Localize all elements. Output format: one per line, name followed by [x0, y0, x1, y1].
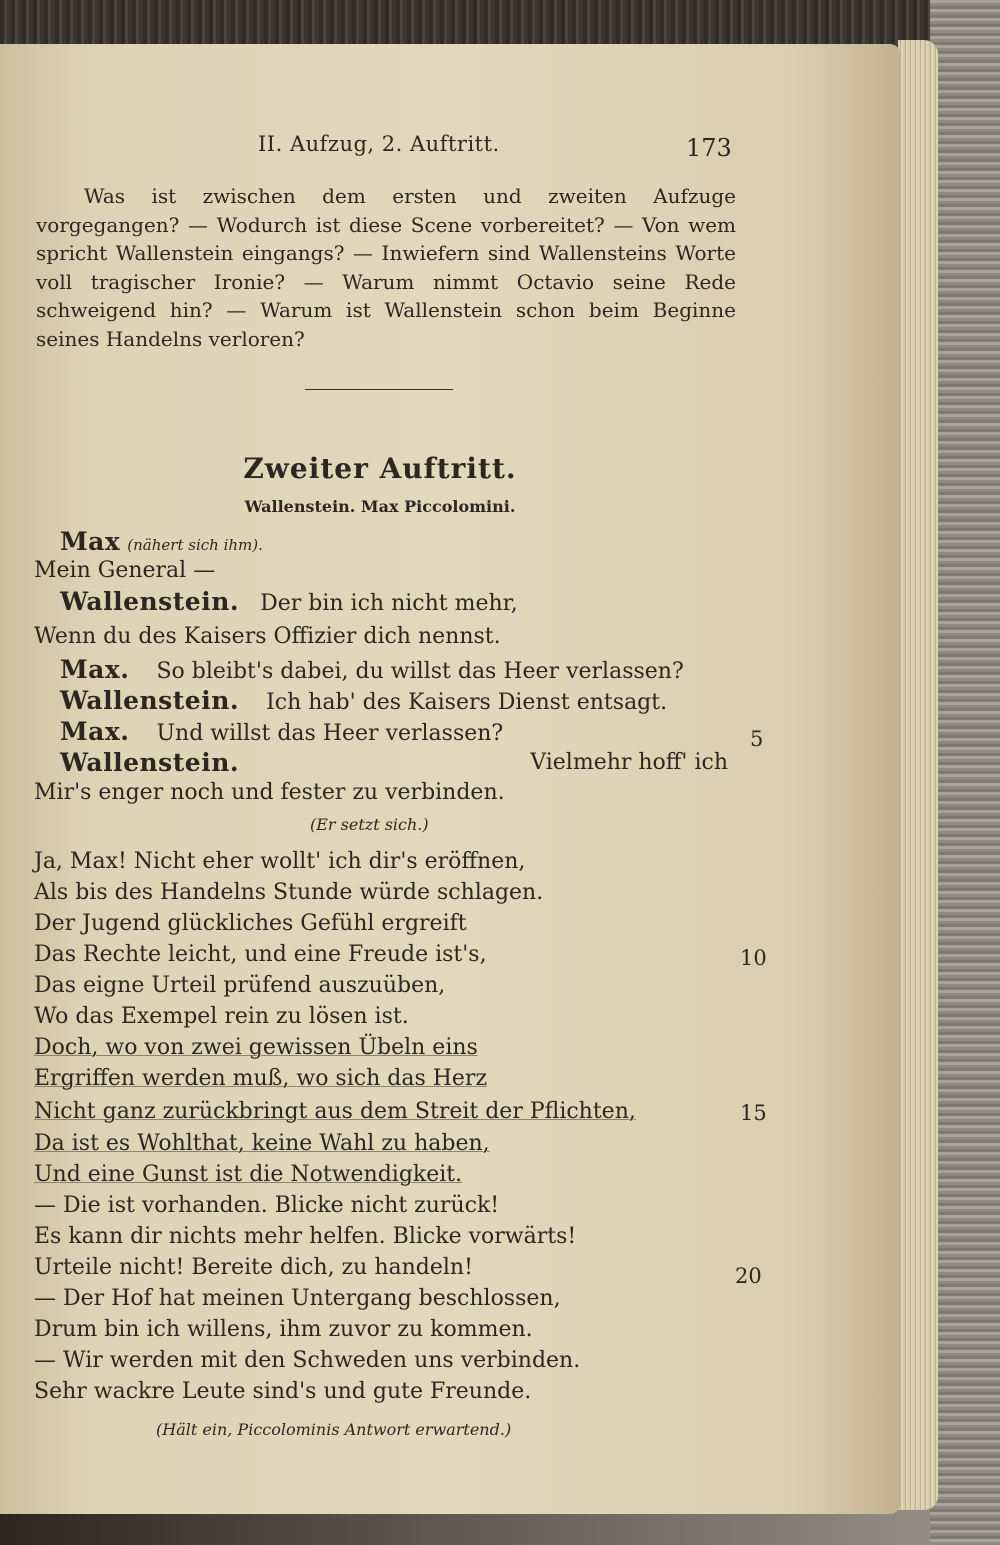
page-edges — [898, 40, 938, 1510]
verse-text: Es kann dir nichts mehr helfen. Blicke vorwärts! — [34, 1224, 577, 1249]
verse-text: Mir's enger noch und fester zu verbinden. — [34, 780, 505, 805]
verse-text: Nicht ganz zurückbringt aus dem Streit der Pflichten, — [34, 1099, 636, 1124]
speaker-name: Max — [60, 527, 121, 556]
verse-text: Wenn du des Kaisers Offizier dich nennst. — [34, 624, 501, 649]
verse-text: Ja, Max! Nicht eher wollt' ich dir's eröffnen, — [34, 849, 526, 874]
stage-direction: (Hält ein, Piccolominis Antwort erwartend.) — [156, 1420, 512, 1439]
dialogue-line — [60, 748, 728, 777]
verse-text: — Wir werden mit den Schweden uns verbinden. — [34, 1348, 581, 1373]
page-number: 173 — [686, 134, 732, 162]
dialogue-line — [34, 558, 215, 583]
verse-text: Der bin ich nicht mehr, — [260, 591, 518, 616]
stage-direction: (nähert sich ihm). — [127, 536, 263, 554]
line-number: 5 — [750, 727, 764, 751]
verse-text: Ich hab' des Kaisers Dienst entsagt. — [266, 690, 668, 715]
dialogue-line — [34, 1286, 561, 1311]
verse-text: Als bis des Handelns Stunde würde schlagen. — [34, 880, 544, 905]
dialogue-line — [34, 1035, 478, 1060]
verse-text: Der Jugend glückliches Gefühl ergreift — [34, 911, 467, 936]
dialogue-line — [34, 942, 487, 967]
dialogue-line — [34, 1004, 409, 1029]
dialogue-line — [34, 973, 445, 998]
verse-text: Wo das Exempel rein zu lösen ist. — [34, 1004, 409, 1029]
speaker-name: Wallenstein. — [60, 748, 240, 777]
dialogue-line — [34, 1162, 462, 1187]
running-title: II. Aufzug, 2. Auftritt. — [258, 132, 500, 156]
line-number: 15 — [740, 1101, 767, 1125]
dialogue-line — [34, 780, 505, 805]
book-page — [0, 44, 900, 1514]
book-cover-edge — [930, 0, 1000, 1545]
dialogue-line — [34, 1131, 490, 1156]
speaker-name: Wallenstein. — [60, 686, 240, 715]
verse-text: Doch, wo von zwei gewissen Übeln eins — [34, 1035, 478, 1060]
dialogue-line — [34, 1317, 533, 1342]
verse-text: Drum bin ich willens, ihm zuvor zu kommen. — [34, 1317, 533, 1342]
dialogue-line — [34, 880, 543, 905]
verse-text: Und willst das Heer verlassen? — [156, 721, 504, 746]
dialogue-line — [34, 849, 525, 874]
dialogue-line — [34, 1379, 531, 1404]
dialogue — [0, 44, 900, 1514]
verse-text: Da ist es Wohlthat, keine Wahl zu haben, — [34, 1131, 490, 1156]
dialogue-line — [60, 686, 667, 715]
verse-text: Das Rechte leicht, und eine Freude ist's, — [34, 942, 487, 967]
stage-direction: (Er setzt sich.) — [310, 815, 429, 834]
verse-text: — Die ist vorhanden. Blicke nicht zurück! — [34, 1193, 500, 1218]
dialogue-line — [34, 1224, 576, 1249]
dialogue-line — [34, 1348, 580, 1373]
dialogue-line — [60, 527, 263, 556]
verse-text: Urteile nicht! Bereite dich, zu handeln! — [34, 1255, 473, 1280]
verse-text: Und eine Gunst ist die Notwendigkeit. — [34, 1162, 463, 1187]
verse-text: Mein General — — [34, 558, 216, 583]
dialogue-line — [34, 1099, 636, 1124]
line-number: 10 — [740, 946, 767, 970]
dialogue-line — [60, 655, 684, 684]
scene-characters: Wallenstein. Max Piccolomini. — [244, 497, 516, 516]
verse-text: Sehr wackre Leute sind's und gute Freunde. — [34, 1379, 532, 1404]
questions-paragraph: Was ist zwischen dem ersten und zweiten Aufzuge vorgegangen? — Wodurch ist diese Scene vorbereitet? — Von wem spricht Wallenstein eingangs? — Inwiefern sind Wallensteins Worte voll tragischer Ironie? — Warum nimmt Octavio seine Rede schweigend hin? — Warum ist Wallenstein schon beim Beginne seines Handelns verloren? — [36, 184, 736, 351]
scene-title: Zweiter Auftritt. — [243, 452, 517, 485]
dialogue-line — [34, 624, 501, 649]
dialogue-line — [60, 717, 503, 746]
verse-text: Vielmehr hoff' ich — [530, 750, 728, 775]
verse-text: — Der Hof hat meinen Untergang beschlossen, — [34, 1286, 561, 1311]
verse-text: Das eigne Urteil prüfend auszuüben, — [34, 973, 446, 998]
dialogue-line — [34, 1255, 473, 1280]
dialogue-line — [34, 1193, 499, 1218]
dialogue-line — [34, 1066, 487, 1091]
dialogue-line — [34, 911, 467, 936]
speaker-name: Max. — [60, 717, 130, 746]
speaker-name: Wallenstein. — [60, 587, 240, 616]
line-number: 20 — [735, 1264, 762, 1288]
speaker-name: Max. — [60, 655, 130, 684]
verse-text: Ergriffen werden muß, wo sich das Herz — [34, 1066, 488, 1091]
verse-text: So bleibt's dabei, du willst das Heer verlassen? — [156, 659, 684, 684]
dialogue-line — [60, 587, 518, 616]
